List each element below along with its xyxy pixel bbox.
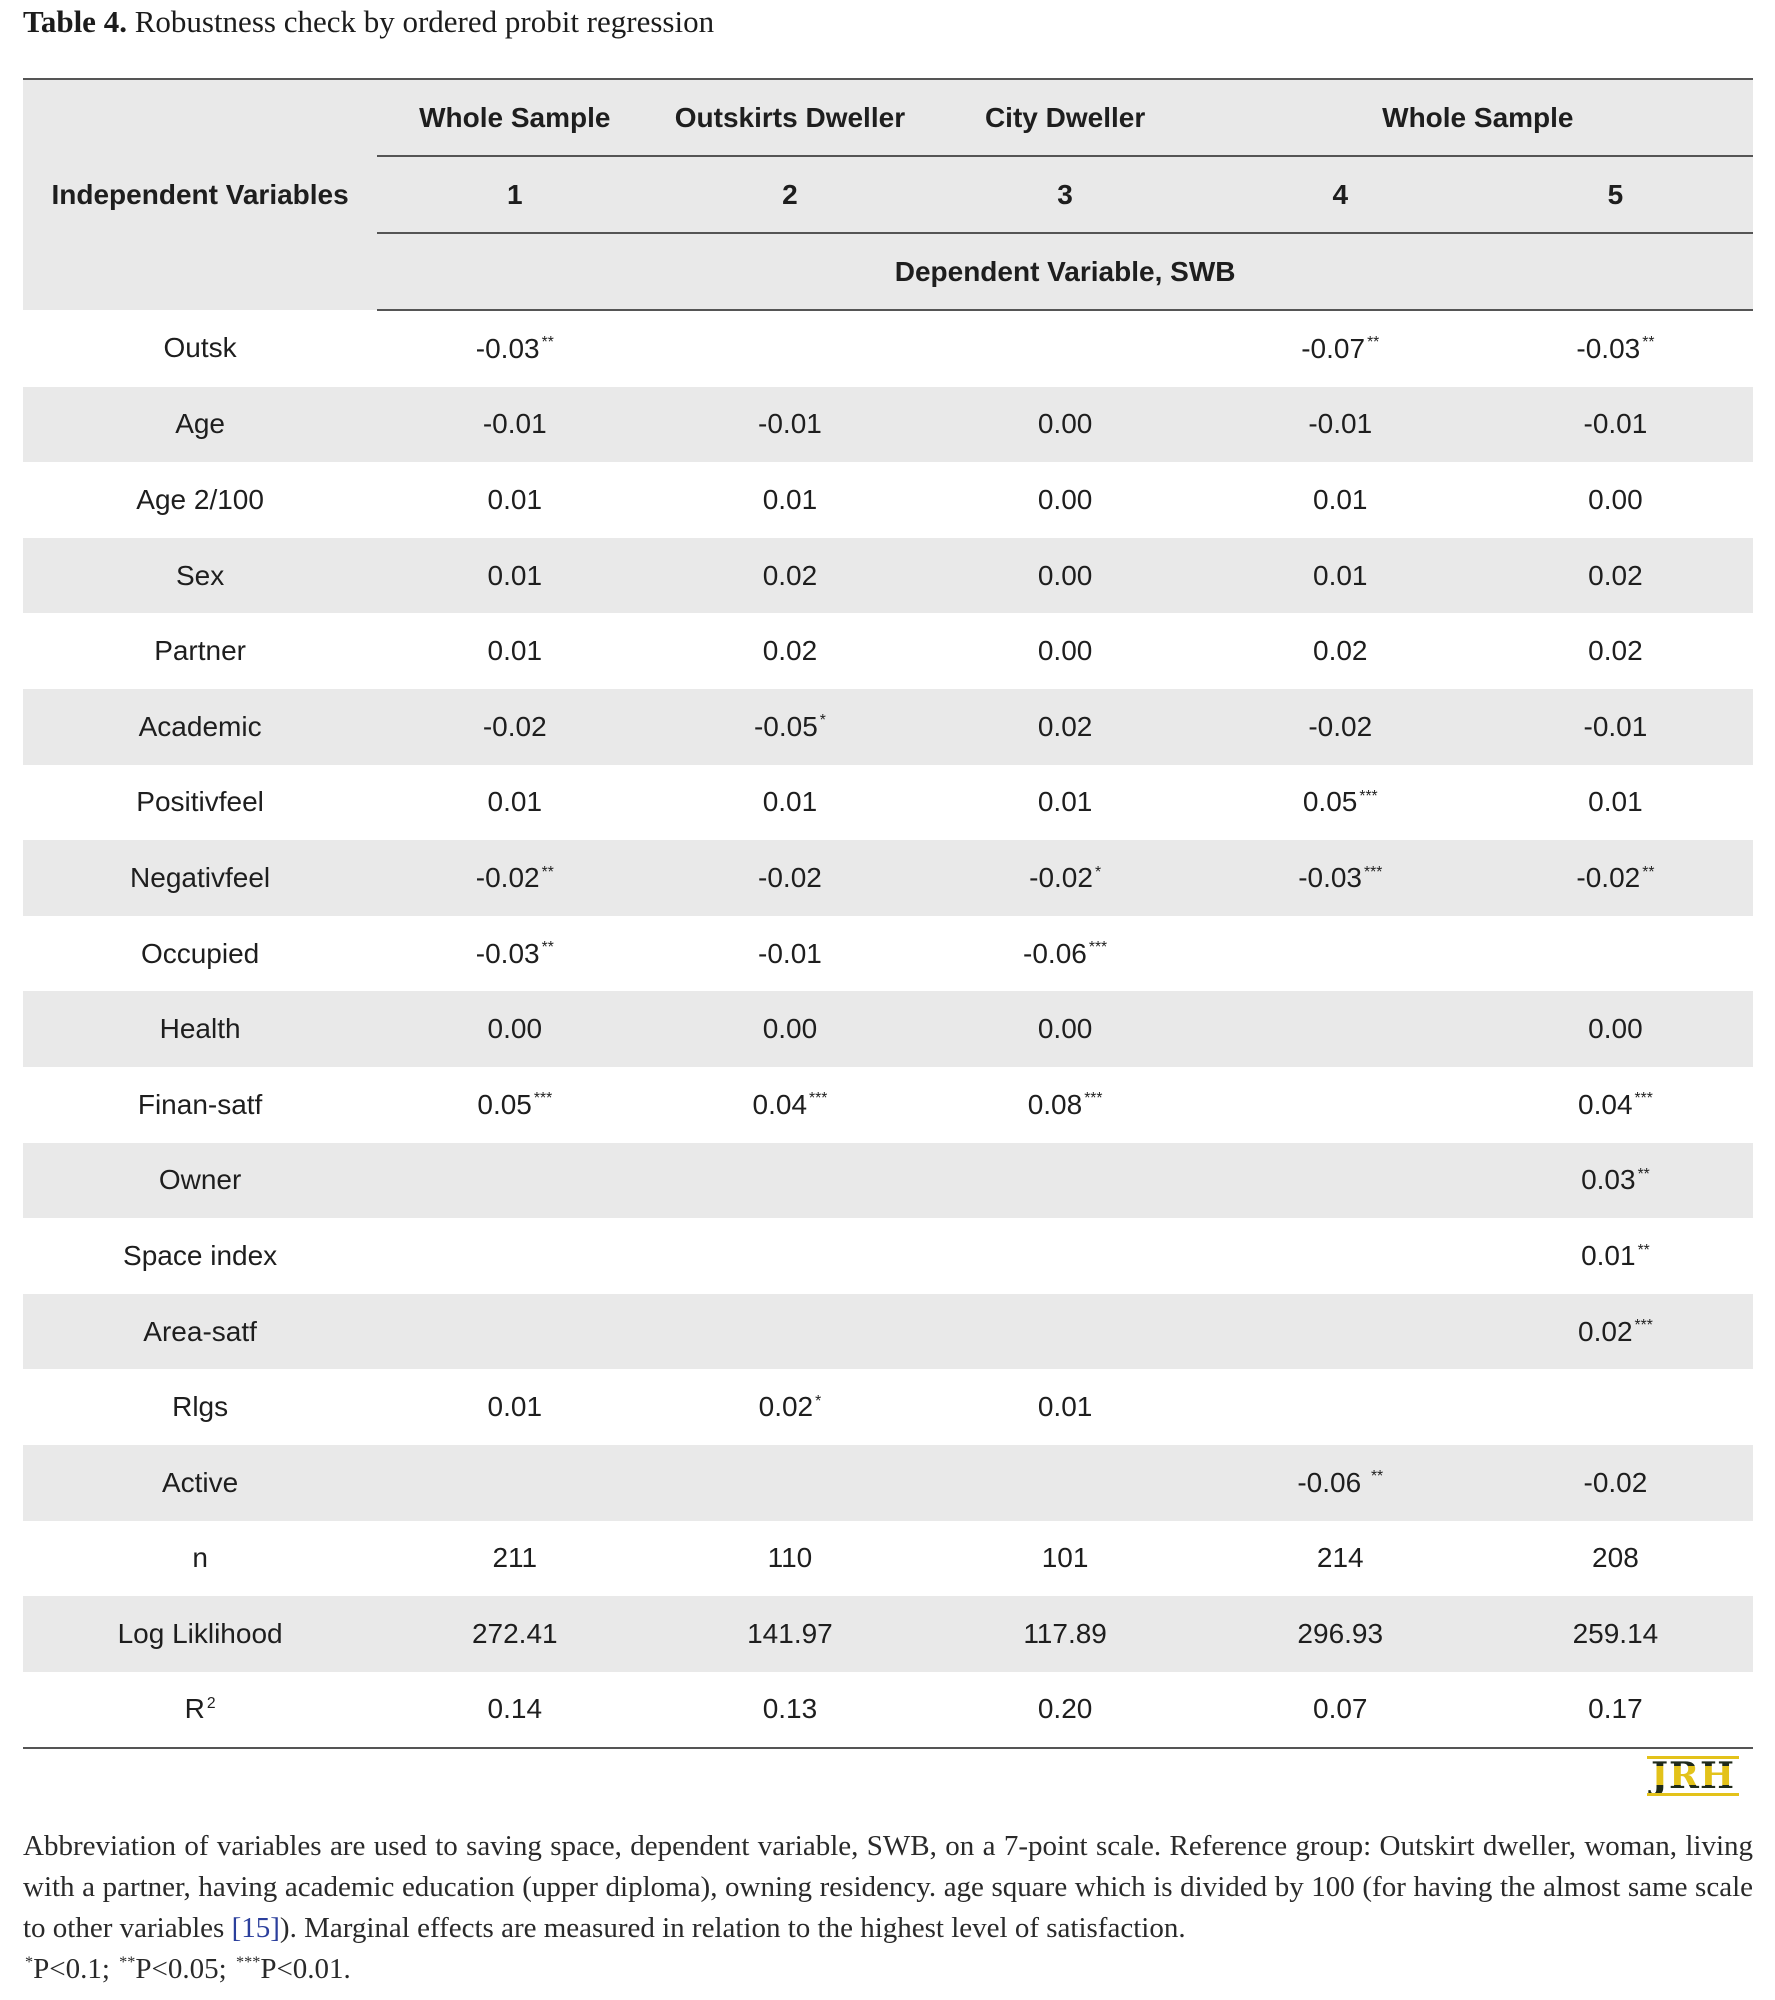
variable-label: Age 2/100 (136, 483, 264, 515)
table-row (23, 538, 1753, 614)
coefficient-value: -0.01 (1583, 408, 1648, 440)
table-row (23, 1672, 1753, 1749)
variable-name (23, 765, 377, 841)
coefficient-value: -0.01 (1308, 408, 1373, 440)
coefficient-cell (928, 462, 1203, 538)
coefficient-value: 0.01 (487, 635, 543, 667)
coefficient-value: 0.01 (762, 483, 818, 515)
coefficient-value: -0.02 (1029, 861, 1093, 893)
coefficient-cell (928, 1067, 1203, 1143)
sig-stars: *** (235, 1953, 261, 1972)
coefficient-cell (928, 689, 1203, 765)
group-header: Whole Sample (377, 79, 652, 156)
coefficient-value: -0.01 (482, 408, 547, 440)
coefficient-cell (377, 387, 652, 463)
coefficient-value: 0.13 (762, 1693, 818, 1725)
variable-label: Academic (138, 710, 262, 742)
coefficient-value: -0.07 (1301, 332, 1366, 364)
variable-name (23, 310, 377, 387)
coefficient-cell (652, 840, 927, 916)
variable-name (23, 538, 377, 614)
table-body (23, 310, 1753, 1748)
table-caption (23, 4, 714, 40)
coefficient-cell (377, 1369, 652, 1445)
variable-name (23, 387, 377, 463)
variable-name (23, 1218, 377, 1294)
coefficient-cell (1478, 1067, 1753, 1143)
coefficient-cell (652, 991, 927, 1067)
coefficient-cell (652, 1294, 927, 1370)
table-row (23, 387, 1753, 463)
significance-stars: *** (1364, 863, 1383, 881)
coefficient-value: -0.05 (753, 710, 818, 742)
coefficient-value: -0.06 (1023, 937, 1087, 969)
coefficient-cell (1203, 1521, 1478, 1597)
coefficient-cell (377, 538, 652, 614)
significance-stars: ** (1367, 334, 1380, 352)
coefficient-cell (377, 916, 652, 992)
significance-stars: ** (1637, 1166, 1650, 1183)
table-row (23, 1445, 1753, 1521)
variable-label: Owner (158, 1164, 242, 1196)
coefficient-cell (652, 462, 927, 538)
coefficient-value: 0.04 (1578, 1088, 1633, 1120)
coefficient-cell (1478, 462, 1753, 538)
coefficient-cell (1203, 1294, 1478, 1370)
table-header (23, 79, 1753, 310)
coefficient-value: -0.01 (758, 937, 822, 969)
coefficient-cell (1478, 387, 1753, 463)
coefficient-value: 0.01 (1588, 786, 1643, 818)
coefficient-value: 0.01 (1037, 1391, 1093, 1423)
significance-stars: ** (1637, 1241, 1650, 1259)
variable-name (23, 1596, 377, 1672)
coefficient-cell (377, 689, 652, 765)
variable-name (23, 1672, 377, 1749)
coefficient-cell (377, 1445, 652, 1521)
coefficient-value: 0.01 (1037, 786, 1093, 818)
footnote-text-end: ). Marginal effects are measured in relation to the highest level of satisfaction. (279, 1912, 1186, 1944)
sig-stars: * (25, 1953, 34, 1972)
coefficient-cell (1203, 765, 1478, 841)
coefficient-value: 0.01 (1313, 483, 1368, 515)
coefficient-cell (652, 538, 927, 614)
coefficient-cell (1203, 310, 1478, 387)
coefficient-cell (652, 1672, 927, 1749)
significance-legend (23, 1949, 1753, 1990)
table-row (23, 1294, 1753, 1370)
coefficient-value: -0.02 (1308, 710, 1373, 742)
coefficient-cell (1203, 1596, 1478, 1672)
coefficient-cell (1478, 538, 1753, 614)
coefficient-cell (1203, 387, 1478, 463)
coefficient-cell (377, 1143, 652, 1219)
coefficient-value: 0.01 (487, 559, 543, 591)
coefficient-cell (928, 1445, 1203, 1521)
coefficient-value: 0.20 (1037, 1693, 1093, 1725)
variable-name (23, 1143, 377, 1219)
coefficient-value: 0.00 (762, 1013, 818, 1045)
coefficient-value: 0.01 (1581, 1239, 1636, 1271)
coefficient-value: 208 (1592, 1542, 1639, 1574)
variable-name (23, 991, 377, 1067)
coefficient-cell (652, 1521, 927, 1597)
significance-stars: *** (809, 1090, 828, 1108)
coefficient-cell (1203, 916, 1478, 992)
coefficient-cell (652, 1596, 927, 1672)
variable-label: Positivfeel (136, 786, 264, 818)
coefficient-cell (1478, 1521, 1753, 1597)
coefficient-cell (652, 689, 927, 765)
coefficient-cell (1478, 1369, 1753, 1445)
group-header: City Dweller (928, 79, 1203, 156)
coefficient-cell (377, 1067, 652, 1143)
coefficient-cell (928, 1596, 1203, 1672)
coefficient-value: 0.02 (758, 1391, 814, 1423)
coefficient-cell (377, 840, 652, 916)
table-row (23, 916, 1753, 992)
coefficient-cell (1203, 538, 1478, 614)
coefficient-cell (1478, 1218, 1753, 1294)
significance-stars: * (819, 712, 826, 730)
coefficient-cell (1203, 840, 1478, 916)
coefficient-cell (1203, 991, 1478, 1067)
coefficient-cell (928, 1672, 1203, 1749)
coefficient-value: 0.02 (1588, 635, 1643, 667)
coefficient-value: -0.03 (475, 332, 540, 364)
significance-stars: ** (1642, 863, 1655, 881)
coefficient-cell (1478, 613, 1753, 689)
coefficient-value: 0.03 (1581, 1164, 1636, 1196)
model-number: 3 (928, 156, 1203, 233)
variable-label: Occupied (140, 937, 260, 969)
table-row (23, 462, 1753, 538)
variable-name (23, 1445, 377, 1521)
table-row (23, 689, 1753, 765)
coefficient-value: 0.00 (1037, 483, 1093, 515)
table-row (23, 613, 1753, 689)
coefficient-value: -0.02 (1583, 1466, 1648, 1498)
table-row (23, 765, 1753, 841)
table-row (23, 1067, 1753, 1143)
coefficient-value: 0.07 (1313, 1693, 1368, 1725)
row-label-header: Independent Variables (23, 79, 377, 310)
coefficient-cell (1203, 613, 1478, 689)
reference-link[interactable]: [15] (231, 1912, 280, 1944)
coefficient-value: -0.01 (1583, 710, 1648, 742)
coefficient-cell (1478, 689, 1753, 765)
significance-stars: ** (541, 863, 554, 881)
table-caption-label: Table 4. (23, 4, 127, 39)
coefficient-cell (928, 1369, 1203, 1445)
coefficient-cell (652, 916, 927, 992)
coefficient-cell (928, 1521, 1203, 1597)
coefficient-cell (1203, 1067, 1478, 1143)
coefficient-value: 0.08 (1027, 1088, 1083, 1120)
table-row (23, 991, 1753, 1067)
significance-stars: *** (1634, 1317, 1653, 1335)
coefficient-value: 0.04 (752, 1088, 808, 1120)
coefficient-cell (1478, 1445, 1753, 1521)
significance-stars: *** (1088, 939, 1108, 957)
journal-logo (1647, 1756, 1739, 1796)
significance-stars: *** (1634, 1090, 1653, 1108)
coefficient-value: -0.02 (475, 861, 540, 893)
coefficient-cell (1478, 991, 1753, 1067)
coefficient-value: 110 (767, 1542, 813, 1574)
coefficient-cell (1203, 1143, 1478, 1219)
table-row (23, 1369, 1753, 1445)
variable-label: n (192, 1542, 208, 1574)
coefficient-cell (1203, 689, 1478, 765)
coefficient-value: -0.02 (758, 861, 822, 893)
table-footnote (23, 1826, 1753, 1990)
significance-stars: * (1094, 863, 1102, 881)
coefficient-cell (928, 765, 1203, 841)
coefficient-cell (1203, 1672, 1478, 1749)
coefficient-cell (1203, 1218, 1478, 1294)
coefficient-value: -0.06 (1297, 1466, 1369, 1498)
coefficient-cell (377, 310, 652, 387)
coefficient-cell (928, 538, 1203, 614)
coefficient-cell (928, 916, 1203, 992)
coefficient-cell (928, 1294, 1203, 1370)
significance-stars: ** (1642, 334, 1655, 352)
coefficient-cell (652, 765, 927, 841)
variable-name (23, 462, 377, 538)
coefficient-value: 0.01 (487, 786, 543, 818)
coefficient-value: 0.00 (487, 1013, 543, 1045)
coefficient-cell (1203, 1445, 1478, 1521)
model-number: 4 (1203, 156, 1478, 233)
dependent-variable-header: Dependent Variable, SWB (377, 233, 1753, 310)
variable-label: Finan-satf (137, 1088, 263, 1120)
coefficient-value: 0.00 (1588, 483, 1643, 515)
coefficient-cell (652, 1369, 927, 1445)
coefficient-cell (652, 1218, 927, 1294)
coefficient-value: 117.89 (1023, 1617, 1107, 1649)
coefficient-value: 0.17 (1588, 1693, 1643, 1725)
coefficient-cell (377, 462, 652, 538)
coefficient-cell (928, 991, 1203, 1067)
coefficient-value: 211 (492, 1542, 538, 1574)
sig-text: P<0.1; (33, 1953, 118, 1985)
coefficient-cell (377, 1672, 652, 1749)
table-row (23, 310, 1753, 387)
coefficient-value: 0.00 (1037, 635, 1093, 667)
coefficient-value: 0.02 (762, 635, 818, 667)
variable-name (23, 689, 377, 765)
significance-stars: *** (1084, 1090, 1103, 1108)
variable-label: Rlgs (172, 1391, 229, 1423)
variable-label: Sex (175, 559, 225, 591)
sig-text: P<0.05; (135, 1953, 234, 1985)
variable-name (23, 840, 377, 916)
regression-table (23, 78, 1753, 1749)
significance-stars: ** (541, 334, 554, 352)
coefficient-cell (1203, 462, 1478, 538)
variable-label: R (184, 1693, 205, 1725)
coefficient-value: 141.97 (747, 1617, 833, 1649)
variable-name (23, 1294, 377, 1370)
significance-stars: *** (1359, 788, 1378, 806)
variable-label: Age (175, 408, 226, 440)
table-row (23, 1218, 1753, 1294)
coefficient-cell (1478, 1672, 1753, 1749)
footnote-text: Abbreviation of variables are used to saving space, dependent variable, SWB, on a 7-point scale. Reference group: Outskirt dweller, woman, living with a partner, having academic education (upper diploma), owning residency. age square which is divided by 100 (for having the almost same scale to other variables (23, 1830, 1753, 1944)
coefficient-cell (1478, 310, 1753, 387)
coefficient-cell (1478, 1294, 1753, 1370)
coefficient-value: 0.05 (1302, 786, 1358, 818)
coefficient-value: 214 (1316, 1542, 1364, 1574)
significance-stars: *** (533, 1090, 553, 1108)
significance-stars: * (815, 1392, 822, 1410)
variable-name (23, 1521, 377, 1597)
coefficient-cell (1478, 916, 1753, 992)
coefficient-cell (377, 613, 652, 689)
coefficient-cell (1478, 840, 1753, 916)
coefficient-cell (377, 1294, 652, 1370)
variable-label: Health (159, 1013, 241, 1045)
coefficient-value: -0.02 (1576, 861, 1641, 893)
coefficient-cell (1203, 1369, 1478, 1445)
coefficient-cell (652, 387, 927, 463)
coefficient-value: 0.00 (1037, 408, 1093, 440)
coefficient-value: 0.00 (1588, 1013, 1643, 1045)
table-row (23, 1143, 1753, 1219)
coefficient-cell (1478, 1596, 1753, 1672)
variable-name (23, 613, 377, 689)
coefficient-cell (928, 310, 1203, 387)
variable-name (23, 1067, 377, 1143)
coefficient-value: 0.05 (477, 1088, 532, 1120)
variable-label: Area-satf (143, 1315, 257, 1347)
significance-stars: ** (541, 939, 554, 957)
group-header: Outskirts Dweller (652, 79, 927, 156)
model-number: 1 (377, 156, 652, 233)
coefficient-cell (652, 613, 927, 689)
coefficient-cell (652, 1445, 927, 1521)
variable-label: Negativfeel (130, 861, 271, 893)
coefficient-value: -0.03 (475, 937, 540, 969)
coefficient-cell (377, 991, 652, 1067)
coefficient-cell (1478, 765, 1753, 841)
coefficient-value: 0.00 (1037, 1013, 1093, 1045)
variable-name (23, 916, 377, 992)
coefficient-cell (377, 765, 652, 841)
coefficient-value: -0.02 (482, 710, 547, 742)
coefficient-cell (377, 1218, 652, 1294)
variable-name (23, 1369, 377, 1445)
variable-label: Active (161, 1466, 239, 1498)
variable-label: Space index (123, 1239, 278, 1271)
coefficient-value: 0.00 (1037, 559, 1093, 591)
table-caption-text: Robustness check by ordered probit regression (134, 4, 715, 39)
coefficient-value: 0.01 (487, 1391, 543, 1423)
coefficient-value: -0.03 (1576, 332, 1641, 364)
table-row (23, 1521, 1753, 1597)
coefficient-value: 259.14 (1572, 1617, 1659, 1649)
coefficient-cell (377, 1521, 652, 1597)
coefficient-value: -0.01 (758, 408, 822, 440)
journal-logo-text: JRH (1651, 1755, 1735, 1797)
coefficient-cell (928, 387, 1203, 463)
coefficient-value: 0.01 (762, 786, 818, 818)
sig-text: P<0.01. (260, 1953, 351, 1985)
coefficient-value: 0.02 (1313, 635, 1368, 667)
variable-label: Log Liklihood (117, 1617, 283, 1649)
variable-label-superscript: 2 (206, 1695, 216, 1713)
coefficient-value: 272.41 (471, 1617, 558, 1649)
coefficient-cell (928, 1143, 1203, 1219)
variable-label: Partner (154, 635, 247, 667)
significance-stars: ** (1370, 1468, 1384, 1486)
coefficient-value: 0.02 (762, 559, 818, 591)
sig-stars: ** (119, 1953, 136, 1972)
group-header: Whole Sample (1203, 79, 1753, 156)
coefficient-cell (377, 1596, 652, 1672)
table-row (23, 840, 1753, 916)
coefficient-cell (928, 613, 1203, 689)
model-number: 5 (1478, 156, 1753, 233)
coefficient-value: 0.02 (1588, 559, 1643, 591)
coefficient-cell (1478, 1143, 1753, 1219)
coefficient-value: 0.02 (1037, 710, 1093, 742)
coefficient-cell (652, 310, 927, 387)
coefficient-value: 0.14 (487, 1693, 543, 1725)
coefficient-cell (928, 1218, 1203, 1294)
model-number: 2 (652, 156, 927, 233)
footnote-paragraph (23, 1826, 1753, 1949)
coefficient-cell (652, 1143, 927, 1219)
coefficient-value: 0.01 (1313, 559, 1368, 591)
coefficient-value: 101 (1041, 1542, 1089, 1574)
variable-label: Outsk (163, 332, 237, 364)
coefficient-value: -0.03 (1298, 861, 1363, 893)
coefficient-value: 296.93 (1297, 1617, 1384, 1649)
coefficient-cell (652, 1067, 927, 1143)
coefficient-value: 0.02 (1578, 1315, 1633, 1347)
table-row (23, 1596, 1753, 1672)
coefficient-value: 0.01 (487, 483, 543, 515)
coefficient-cell (928, 840, 1203, 916)
